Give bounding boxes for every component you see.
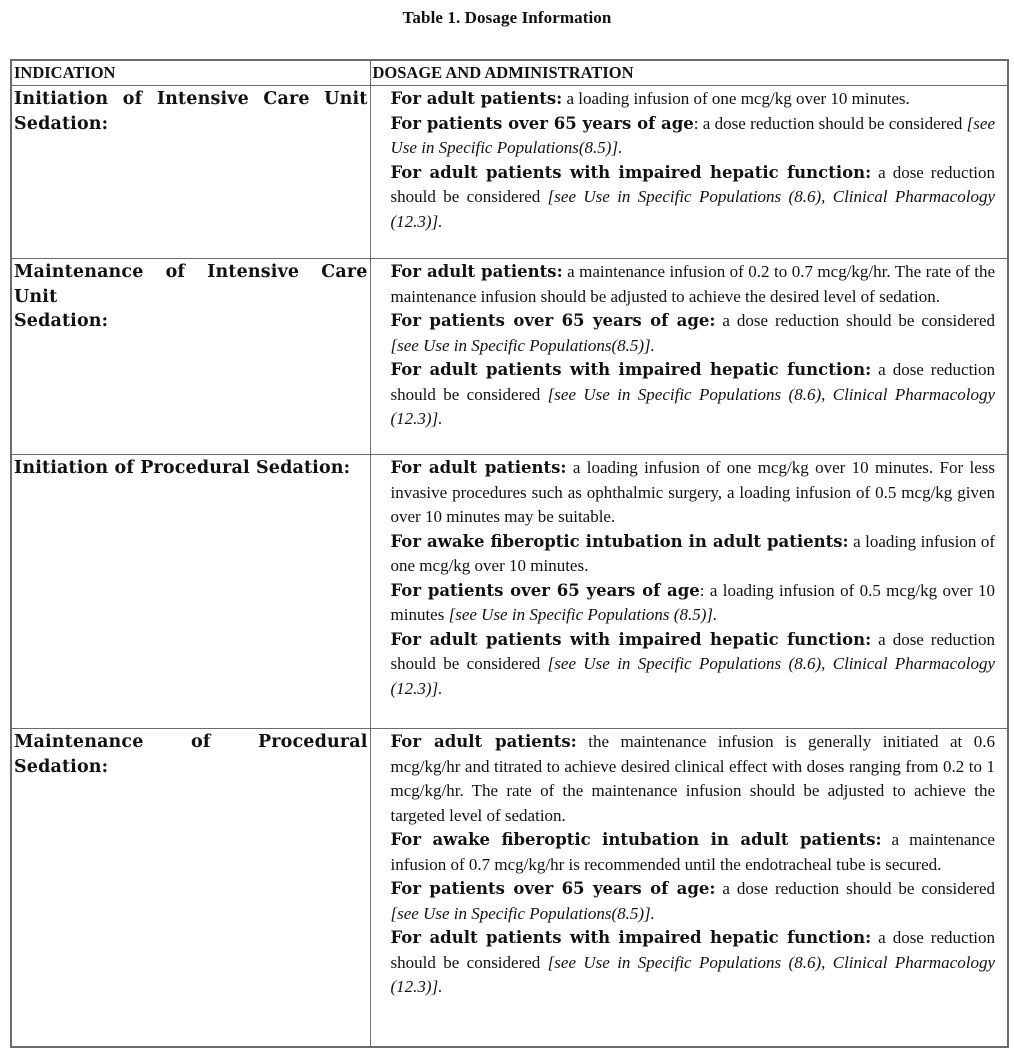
entry-reference: [see Use in Specific Populations(8.5)]. xyxy=(390,903,655,923)
header-indication: INDICATION xyxy=(11,60,370,86)
entry-text: a dose reduction should be considered xyxy=(390,928,996,972)
entry-reference: [see Use in Specific Populations (8.5)]. xyxy=(448,605,718,624)
entry-lead: For patients over 65 years of age xyxy=(390,113,694,133)
table-row xyxy=(11,86,1008,259)
entry-lead: For adult patients: xyxy=(390,262,563,281)
dosage-entry xyxy=(391,628,996,702)
entry-reference: [see Use in Specific Populations (8.6), Clinical Pharmacology (12.3)]. xyxy=(390,384,995,428)
entry-lead: For patients over 65 years of age xyxy=(390,580,700,600)
entry-reference: [see Use in Specific Populations (8.6), Clinical Pharmacology (12.3)]. xyxy=(390,952,995,996)
entry-reference: [see Use in Specific Populations(8.5)]. xyxy=(390,335,655,355)
dosage-entry xyxy=(391,456,996,530)
dosage-cell xyxy=(370,729,1008,1048)
indication-text: Sedation: xyxy=(14,113,109,134)
entry-lead: For patients over 65 years of age: xyxy=(390,311,716,330)
table-row xyxy=(11,259,1008,455)
header-dosage: DOSAGE AND ADMINISTRATION xyxy=(370,60,1008,86)
entry-lead: For adult patients: xyxy=(390,732,577,751)
entry-lead: For awake fiberoptic intubation in adult patients: xyxy=(390,531,849,551)
entry-text: a maintenance infusion of 0.7 mcg/kg/hr is recommended until the endotracheal tube is secured. xyxy=(390,830,995,874)
dosage-entry xyxy=(391,730,996,828)
dosage-entry xyxy=(391,112,996,161)
entry-reference: [see Use in Specific Populations (8.6), Clinical Pharmacology (12.3)]. xyxy=(390,654,995,698)
dosage-cell xyxy=(370,455,1008,729)
dosage-entry xyxy=(391,87,996,112)
table-caption: Table 1. Dosage Information xyxy=(402,8,612,27)
indication-text: Initiation of Intensive Care Unit xyxy=(14,89,368,109)
entry-text: : a loading infusion of 0.5 mcg/kg over 10 minutes xyxy=(390,580,995,624)
entry-lead: For adult patients with impaired hepatic function: xyxy=(390,360,872,379)
dosage-entry xyxy=(391,579,996,628)
entry-text: a dose reduction should be considered xyxy=(715,311,995,330)
entry-text: a loading infusion of one mcg/kg over 10 minutes. xyxy=(390,531,995,575)
entry-lead: For adult patients with impaired hepatic function: xyxy=(390,162,872,182)
entry-lead: For patients over 65 years of age: xyxy=(390,879,716,898)
entry-lead: For adult patients with impaired hepatic function: xyxy=(390,629,872,649)
indication-text: Maintenance of Intensive Care Unit xyxy=(14,262,368,307)
entry-lead: For adult patients with impaired hepatic function: xyxy=(390,928,872,947)
entry-text: a dose reduction should be considered xyxy=(715,879,995,898)
entry-text: a dose reduction should be considered xyxy=(390,360,996,404)
entry-text: the maintenance infusion is generally initiated at 0.6 mcg/kg/hr and titrated to achieve desired clinical effect with doses ranging from 0.2 to 1 mcg/kg/hr. The rate of the maintenance infusion should be adjusted to achieve the targeted level of sedation. xyxy=(390,732,995,825)
dosage-cell xyxy=(370,86,1008,259)
entry-reference: [see Use in Specific Populations (8.6), Clinical Pharmacology (12.3)]. xyxy=(390,187,995,231)
dosage-entry xyxy=(391,309,996,358)
entry-lead: For adult patients: xyxy=(390,89,563,108)
indication-text: Sedation: xyxy=(14,311,109,331)
entry-text: : a dose reduction should be considered xyxy=(693,113,967,133)
entry-text: a loading infusion of one mcg/kg over 10 minutes. xyxy=(562,89,910,108)
entry-text: a dose reduction should be considered xyxy=(390,162,996,206)
dosage-entry xyxy=(391,530,996,579)
dosage-entry xyxy=(391,926,996,1000)
dosage-entry xyxy=(391,358,996,432)
table-row xyxy=(11,455,1008,729)
dosage-entry xyxy=(391,877,996,926)
dosage-entry xyxy=(391,161,996,235)
indication-cell xyxy=(11,86,370,259)
indication-cell xyxy=(11,259,370,455)
entry-lead: For adult patients: xyxy=(390,458,567,477)
indication-text: Initiation of Procedural Sedation: xyxy=(14,458,351,478)
entry-text: a loading infusion of one mcg/kg over 10 minutes. For less invasive procedures such as ophthalmic surgery, a loading infusion of 0.5 mcg/kg given over 10 minutes may be suitable. xyxy=(390,458,995,526)
entry-lead: For awake fiberoptic intubation in adult patients: xyxy=(390,830,882,849)
table-header-row xyxy=(11,60,1008,86)
entry-reference: [see Use in Specific Populations(8.5)]. xyxy=(390,113,995,157)
dosage-entry xyxy=(391,828,996,877)
indication-cell xyxy=(11,455,370,729)
dosage-table xyxy=(10,59,1009,1048)
dosage-entry xyxy=(391,260,996,309)
dosage-cell xyxy=(370,259,1008,455)
indication-text: Maintenance of Procedural Sedation: xyxy=(14,732,368,777)
entry-text: a maintenance infusion of 0.2 to 0.7 mcg/kg/hr. The rate of the maintenance infusion should be adjusted to achieve the desired level of sedation. xyxy=(390,262,995,306)
table-row xyxy=(11,729,1008,1048)
entry-text: a dose reduction should be considered xyxy=(390,629,996,673)
indication-cell xyxy=(11,729,370,1048)
